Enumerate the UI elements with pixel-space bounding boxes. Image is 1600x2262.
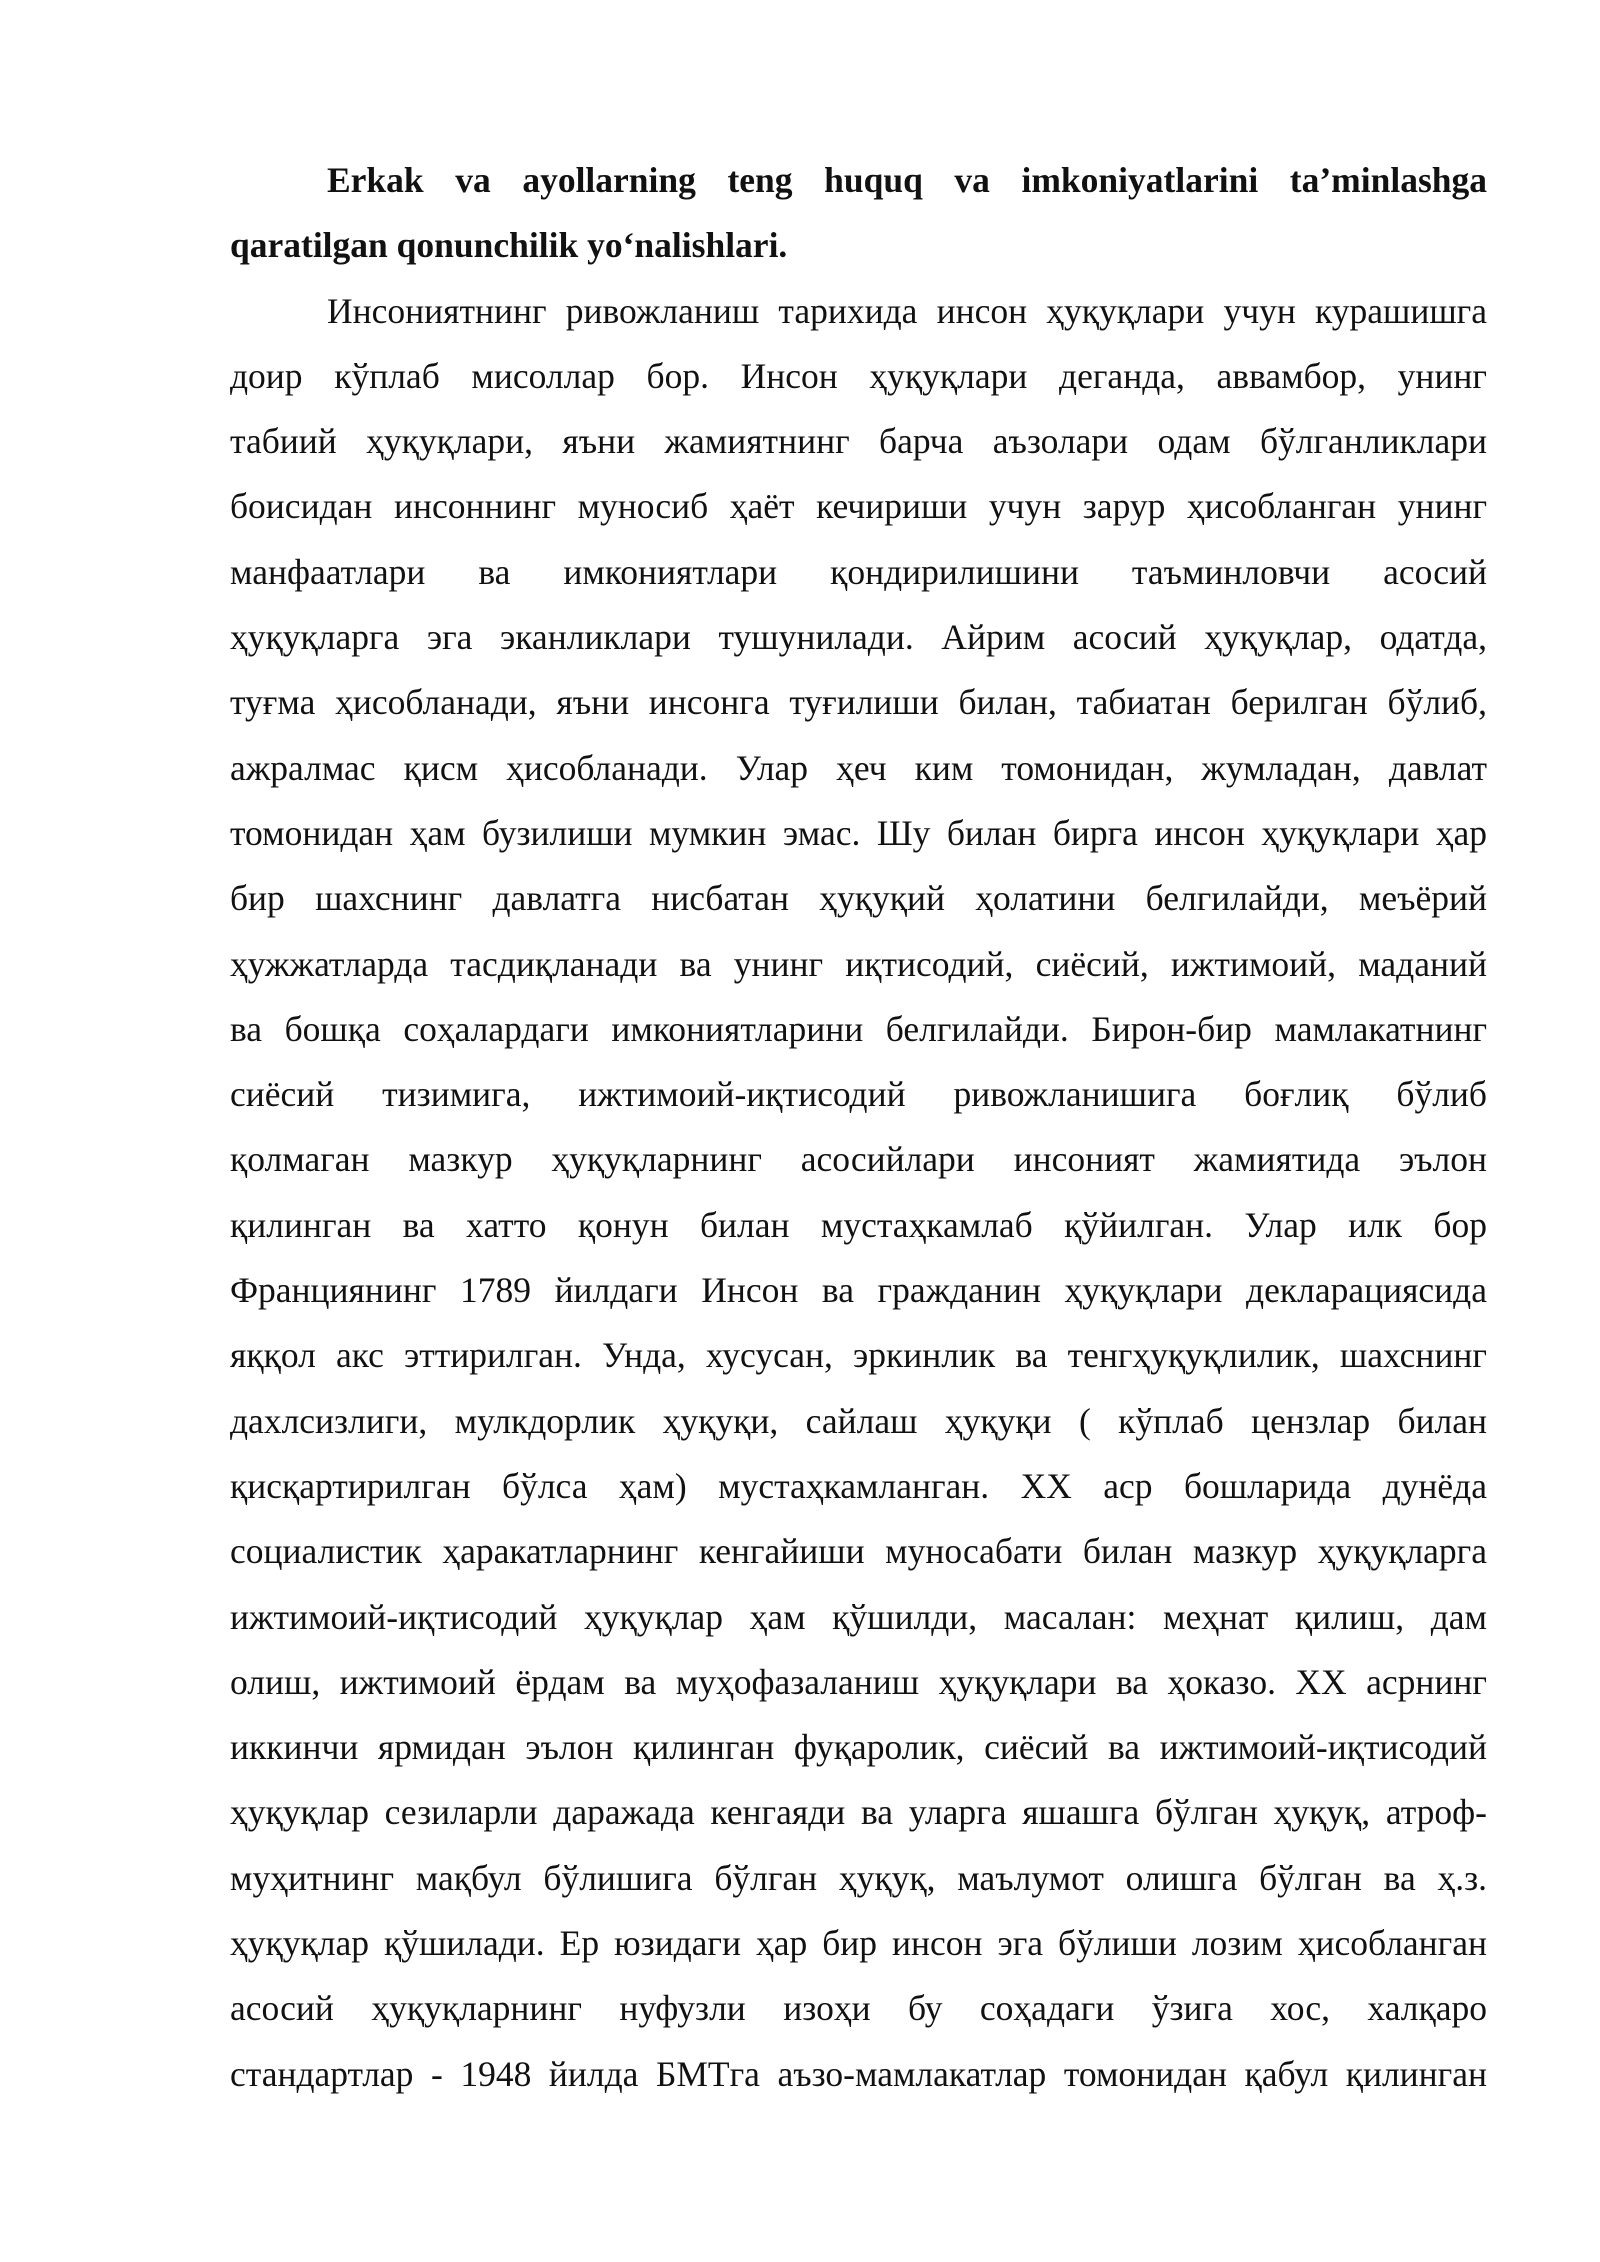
section-title <box>230 148 1487 279</box>
paragraph-line: қилинган ва хатто қонун билан мустаҳкамлаб қўйилган. Улар илк бор <box>230 1204 1487 1245</box>
paragraph-line: сиёсий тизимига, ижтимоий-иқтисодий ривожланишига боғлиқ бўлиб <box>230 1074 1487 1115</box>
paragraph-line: ҳуқуқлар сезиларли даражада кенгаяди ва уларга яшашга бўлган ҳуқуқ, атроф- <box>230 1792 1487 1833</box>
paragraph-line: доир кўплаб мисоллар бор. Инсон ҳуқуқлари деганда, аввамбор, унинг <box>230 355 1487 396</box>
title-line: qaratilgan qonunchilik yo‘nalishlari. <box>230 225 788 266</box>
paragraph-line: ҳуқуқларга эга эканликлари тушунилади. Айрим асосий ҳуқуқлар, одатда, <box>230 617 1487 658</box>
paragraph-line: табиий ҳуқуқлари, яъни жамиятнинг барча аъзолари одам бўлганликлари <box>230 421 1487 462</box>
paragraph-line: боисидан инсоннинг муносиб ҳаёт кечириши учун зарур ҳисобланган унинг <box>230 486 1487 527</box>
paragraph-line: стандартлар - 1948 йилда БМТга аъзо-мамлакатлар томонидан қабул қилинган <box>230 2053 1487 2094</box>
paragraph-line: асосий ҳуқуқларнинг нуфузли изоҳи бу соҳадаги ўзига хос, халқаро <box>230 1988 1487 2029</box>
paragraph-line: социалистик ҳаракатларнинг кенгайиши муносабати билан мазкур ҳуқуқларга <box>230 1531 1487 1572</box>
document-content <box>230 148 1487 2107</box>
paragraph-line: қисқартирилган бўлса ҳам) мустаҳкамланган. ХХ аср бошларида дунёда <box>230 1465 1487 1506</box>
paragraph-line: дахлсизлиги, мулкдорлик ҳуқуқи, сайлаш ҳуқуқи ( кўплаб цензлар билан <box>230 1400 1487 1441</box>
paragraph-line: ҳуқуқлар қўшилади. Ер юзидаги ҳар бир инсон эга бўлиши лозим ҳисобланган <box>230 1923 1487 1964</box>
title-line: Erkak va ayollarning teng huquq va imkoniyatlarini ta’minlashga <box>327 160 1487 200</box>
paragraph-line: ижтимоий-иқтисодий ҳуқуқлар ҳам қўшилди, масалан: меҳнат қилиш, дам <box>230 1596 1487 1637</box>
paragraph-line: бир шахснинг давлатга нисбатан ҳуқуқий ҳолатини белгилайди, меъёрий <box>230 878 1487 919</box>
paragraph-line: қолмаган мазкур ҳуқуқларнинг асосийлари инсоният жамиятида эълон <box>230 1139 1487 1180</box>
body-paragraph <box>230 279 1487 2107</box>
paragraph-line: ажралмас қисм ҳисобланади. Улар ҳеч ким томонидан, жумладан, давлат <box>230 747 1487 788</box>
paragraph-line: яққол акс эттирилган. Унда, хусусан, эркинлик ва тенгҳуқуқлилик, шахснинг <box>230 1335 1487 1376</box>
paragraph-line: олиш, ижтимоий ёрдам ва муҳофазаланиш ҳуқуқлари ва ҳоказо. ХХ асрнинг <box>230 1661 1487 1702</box>
paragraph-line: манфаатлари ва имкониятлари қондирилишини таъминловчи асосий <box>230 551 1487 592</box>
paragraph-line: Инсониятнинг ривожланиш тарихида инсон ҳуқуқлари учун курашишга <box>327 290 1487 331</box>
paragraph-line: туғма ҳисобланади, яъни инсонга туғилиши билан, табиатан берилган бўлиб, <box>230 682 1487 723</box>
paragraph-line: ва бошқа соҳалардаги имкониятларини белгилайди. Бирон-бир мамлакатнинг <box>230 1008 1487 1049</box>
paragraph-line: иккинчи ярмидан эълон қилинган фуқаролик, сиёсий ва ижтимоий-иқтисодий <box>230 1727 1487 1768</box>
paragraph-line: муҳитнинг мақбул бўлишига бўлган ҳуқуқ, маълумот олишга бўлган ва ҳ.з. <box>230 1857 1487 1898</box>
paragraph-line: ҳужжатларда тасдиқланади ва унинг иқтисодий, сиёсий, ижтимоий, маданий <box>230 943 1487 984</box>
paragraph-line: Франциянинг 1789 йилдаги Инсон ва гражданин ҳуқуқлари декларациясида <box>230 1270 1487 1311</box>
paragraph-line: томонидан ҳам бузилиши мумкин эмас. Шу билан бирга инсон ҳуқуқлари ҳар <box>230 812 1487 853</box>
